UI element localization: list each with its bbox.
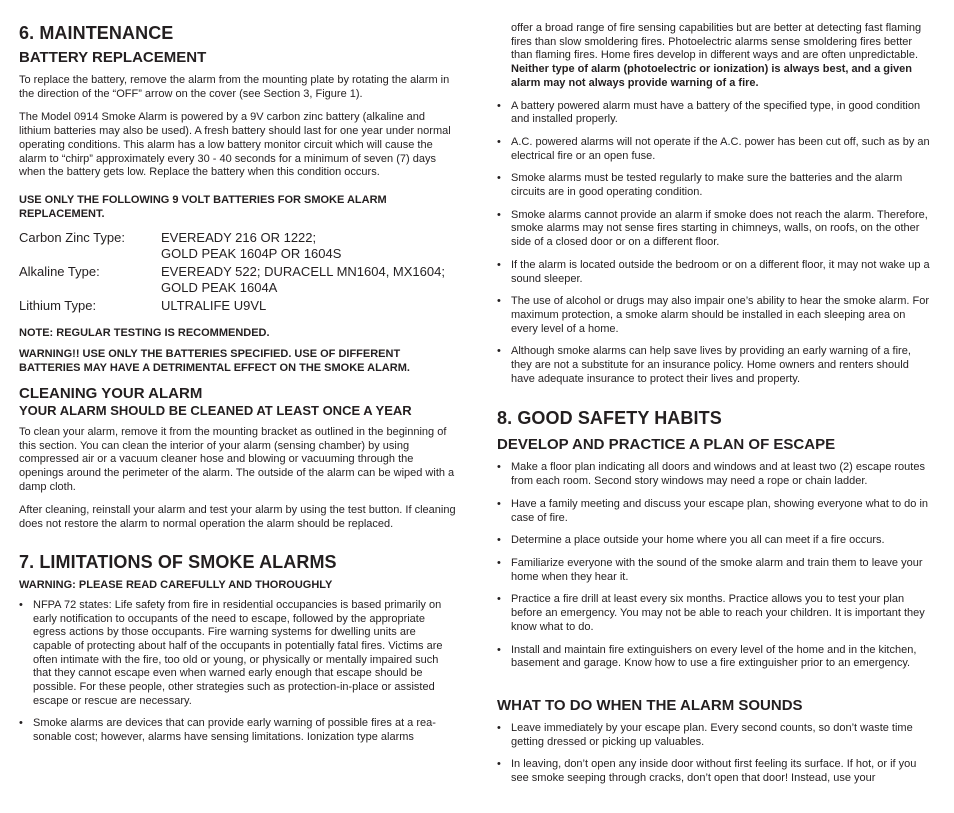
list-item-text: In leaving, don’t open any inside door without first feeling its surface. If hot, or if you see smoke seeping through cracks, don’t open that door! Instead, use your [511, 758, 917, 785]
list-item-text: Practice a fire drill at least every six months. Practice allows you to test your plan before an emergency. You may not be able to reach your children. It is important they know what to do. [511, 593, 925, 633]
right-column [497, 0, 932, 786]
list-item-text: Although smoke alarms can help save lives by providing an early warning of a fire, they are not a substitute for an insurance policy. Home owners and renters should have adequate insurance to protect their lives and property. [511, 345, 911, 385]
bullet-icon: • [497, 99, 501, 112]
list-item [497, 498, 932, 525]
list-item-text: A battery powered alarm must have a battery of the specified type, in good condition and installed properly. [511, 99, 921, 126]
bullet-icon: • [497, 721, 501, 734]
list-item-text: Familiarize everyone with the sound of the smoke alarm and train them to leave your home when they hear it. [511, 556, 923, 583]
battery-model: GOLD PEAK 1604A [161, 279, 278, 295]
battery-replacement-heading: BATTERY REPLACEMENT [19, 49, 207, 66]
battery-models [161, 298, 456, 314]
list-item [497, 557, 932, 584]
safety-heading: 8. GOOD SAFETY HABITS [497, 408, 722, 429]
list-item [497, 136, 932, 163]
limitations-heading: 7. LIMITATIONS OF SMOKE ALARMS [19, 551, 337, 572]
maintenance-heading: 6. MAINTENANCE [19, 23, 174, 43]
list-item [19, 717, 456, 744]
battery-model: GOLD PEAK 1604P OR 1604S [161, 245, 342, 261]
cleaning-paragraph-2: After cleaning, reinstall your alarm and test your alarm by using the test button. If cleaning does not restore the alarm to normal operation the alarm should be replaced. [19, 504, 456, 531]
battery-paragraph-2: The Model 0914 Smoke Alarm is powered by a 9V carbon zinc battery (alkaline and lithium batteries may also be used). A fresh battery should last for one year under normal operating conditions. This alarm has a low battery monitor circuit which will cause the alarm to “chirp” approximately every 30 - 40 seconds for a minimum of seven (7) days when the battery gets low. Replace the battery when this condition occurs. [19, 111, 451, 179]
bullet-icon: • [497, 758, 501, 771]
battery-models [161, 264, 456, 296]
list-item [497, 259, 932, 286]
list-item [497, 461, 932, 488]
list-item-text: Smoke alarms cannot provide an alarm if smoke does not reach the alarm. Therefore, smoke alarms may not sense fires starting in chimneys, walls, on roofs, on the other side of a closed door or on a different floor. [511, 208, 928, 249]
list-item [497, 100, 932, 127]
testing-note: NOTE: REGULAR TESTING IS RECOMMENDED. [19, 326, 270, 339]
list-item-text: Install and maintain fire extinguishers on every level of the home and in the kitchen, basement and garage. Know how to use a fire extinguisher prior to an emergency. [511, 643, 917, 670]
list-item [497, 295, 932, 336]
limitations-list-continued [497, 100, 932, 387]
list-item [497, 172, 932, 199]
battery-model: EVEREADY 216 OR 1222; [161, 229, 317, 245]
list-item-text: Leave immediately by your escape plan. Every second counts, so don’t waste time getting dressed or picking up valuables. [511, 721, 913, 748]
bullet-icon: • [497, 295, 501, 308]
list-item-text: Smoke alarms are devices that can provide early warning of possible fires at a reasonable cost; however, alarms have sensing limitations. Ionization type alarms [33, 717, 436, 744]
battery-paragraph-1: To replace the battery, remove the alarm from the mounting plate by rotating the alarm in the direction of the “OFF” arrow on the cover (see Section 3, Figure 1). [19, 74, 450, 100]
left-column [19, 0, 456, 745]
list-item-text: The use of alcohol or drugs may also impair one’s ability to hear the smoke alarm. For maximum protection, a smoke alarm should be installed in each sleeping area on every level of a home. [511, 295, 929, 335]
cleaning-heading: CLEANING YOUR ALARM [19, 384, 203, 402]
list-item-text: Determine a place outside your home where you all can meet if a fire occurs. [511, 534, 885, 547]
battery-table [19, 230, 456, 314]
bullet-icon: • [497, 593, 501, 606]
cleaning-paragraph-1: To clean your alarm, remove it from the mounting bracket as outlined in the beginning of this section. You can clean the interior of your alarm (sensing chamber) by using compressed air or a vacuum cleaner hose and blowing or vacuuming through the openings around the perimeter of the alarm. The outside of the alarm can be wiped with a damp cloth. [19, 425, 455, 493]
battery-type-label: Alkaline Type: [19, 263, 100, 279]
bullet-icon: • [497, 534, 501, 547]
battery-model: EVEREADY 522; DURACELL MN1604, MX1604; [161, 263, 445, 279]
bullet-icon: • [497, 497, 501, 510]
list-item [497, 209, 932, 250]
battery-type-label: Carbon Zinc Type: [19, 229, 125, 245]
battery-models [161, 230, 456, 262]
list-item-text: A.C. powered alarms will not operate if the A.C. power has been cut off, such as by an electrical fire or an open fuse. [511, 135, 930, 162]
bullet-icon: • [497, 643, 501, 656]
bullet-icon: • [19, 598, 23, 611]
bullet-icon: • [497, 258, 501, 271]
limitations-list [19, 599, 456, 745]
battery-model: ULTRALIFE U9VL [161, 297, 267, 313]
bullet-icon: • [497, 135, 501, 148]
limitations-continued [497, 22, 932, 91]
continued-text: offer a broad range of fire sensing capabilities but are better at detecting fast flaming fires than slow smoldering fires. Photoelectric alarms sense smoldering fires better than flaming fires. Home fires develop in different ways and are often unpredictable. [511, 22, 922, 62]
list-item-text: Smoke alarms must be tested regularly to make sure the batteries and the alarm circuits are in good operating condition. [511, 172, 903, 199]
list-item-text: NFPA 72 states: Life safety from fire in residential occupancies is based primarily on early notification to occupants of the need to escape, followed by the appropriate egress actions by those occupants. Fire warning systems for dwelling units are capable of protecting about half of the occupants in potentially fatal fires. Victims are often intimate with the fire, too old or young, or physically or mentally impaired such that they cannot escape even when warned early enough that escape should be possible. For these people, other strategies such as protection-in-place or assisted escape or rescue are necessary. [33, 598, 443, 707]
alarm-sounds-list [497, 722, 932, 786]
use-only-notice: USE ONLY THE FOLLOWING 9 VOLT BATTERIES FOR SMOKE ALARM REPLACEMENT. [19, 193, 387, 220]
bullet-icon: • [497, 345, 501, 358]
battery-type-label: Lithium Type: [19, 297, 97, 313]
list-item [497, 644, 932, 671]
list-item-text: Make a floor plan indicating all doors and windows and at least two (2) escape routes from each room. Second story windows may need a rope or chain ladder. [511, 461, 925, 488]
list-item [497, 345, 932, 386]
bullet-icon: • [497, 556, 501, 569]
list-item [497, 534, 932, 548]
continued-bold-text: Neither type of alarm (photoelectric or ionization) is always best, and a given alarm may not always provide warning of a fire. [511, 63, 912, 89]
bullet-icon: • [497, 172, 501, 185]
list-item [497, 593, 932, 634]
list-item [497, 722, 932, 749]
battery-warning: WARNING!! USE ONLY THE BATTERIES SPECIFIED. USE OF DIFFERENT BATTERIES MAY HAVE A DETRIMENTAL EFFECT ON THE SMOKE ALARM. [19, 347, 410, 374]
list-item-text: Have a family meeting and discuss your escape plan, showing everyone what to do in case of fire. [511, 497, 929, 524]
bullet-icon: • [19, 717, 23, 730]
limitations-warning: WARNING: PLEASE READ CAREFULLY AND THOROUGHLY [19, 578, 333, 591]
alarm-sounds-heading: WHAT TO DO WHEN THE ALARM SOUNDS [497, 696, 803, 714]
cleaning-subheading: YOUR ALARM SHOULD BE CLEANED AT LEAST ONCE A YEAR [19, 402, 412, 418]
list-item [19, 599, 456, 709]
list-item [497, 758, 932, 785]
list-item-text: If the alarm is located outside the bedroom or on a different floor, it may not wake up a sound sleeper. [511, 258, 930, 285]
bullet-icon: • [497, 461, 501, 474]
escape-plan-list [497, 461, 932, 670]
bullet-icon: • [497, 208, 501, 221]
escape-plan-heading: DEVELOP AND PRACTICE A PLAN OF ESCAPE [497, 436, 836, 454]
